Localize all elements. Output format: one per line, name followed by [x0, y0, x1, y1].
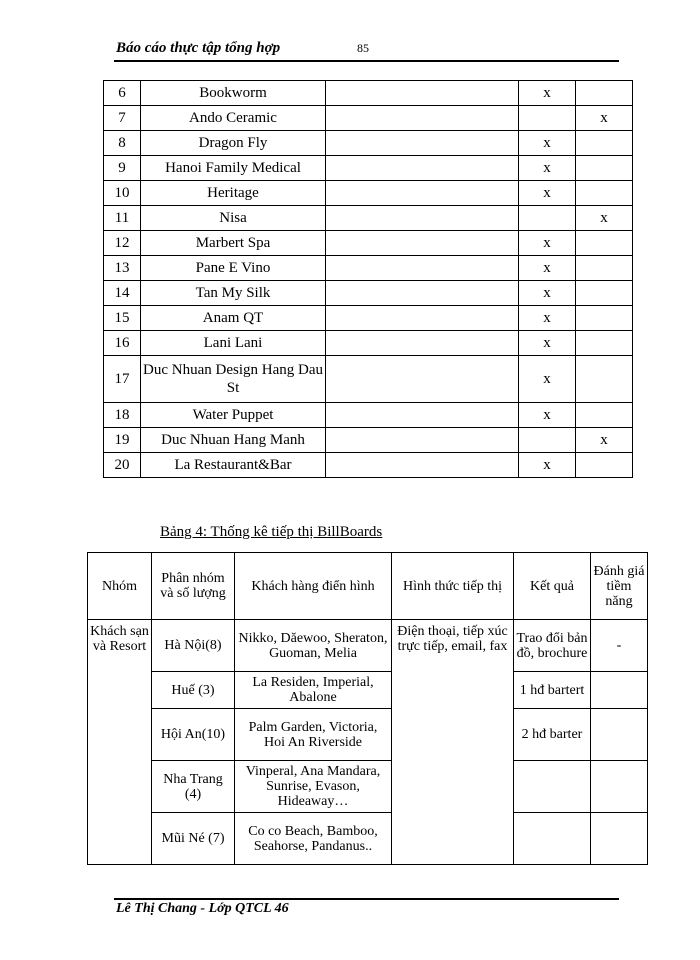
table-row [88, 761, 648, 813]
header-title: Báo cáo thực tập tổng hợp [116, 40, 281, 56]
subgroup-cell: Hội An(10) [152, 709, 235, 761]
row-number: 8 [104, 131, 141, 156]
row-number: 18 [104, 403, 141, 428]
row-number: 12 [104, 231, 141, 256]
row-col5 [576, 231, 633, 256]
row-name: Hanoi Family Medical [141, 156, 326, 181]
header-contact: Hình thức tiếp thị [392, 553, 514, 620]
table-row [104, 131, 678, 156]
row-col4: x [519, 403, 576, 428]
row-col5: x [576, 206, 633, 231]
row-col5 [576, 156, 633, 181]
header-result: Kết quả [514, 553, 591, 620]
result-cell: 1 hđ bartert [514, 672, 591, 709]
row-col5 [576, 306, 633, 331]
row-name: Bookworm [141, 81, 326, 106]
row-name: Anam QT [141, 306, 326, 331]
row-col4 [519, 206, 576, 231]
row-col5 [576, 131, 633, 156]
table-row [104, 453, 678, 478]
row-number: 14 [104, 281, 141, 306]
row-blank [326, 81, 519, 106]
potential-cell [591, 761, 648, 813]
footer-text: Lê Thị Chang - Lớp QTCL 46 [116, 901, 289, 916]
result-cell: Trao đổi bản đồ, brochure [514, 620, 591, 672]
row-col5 [576, 256, 633, 281]
row-number: 20 [104, 453, 141, 478]
row-col4: x [519, 231, 576, 256]
customer-table [103, 80, 678, 478]
row-col4 [519, 428, 576, 453]
subgroup-cell: Nha Trang (4) [152, 761, 235, 813]
row-blank [326, 281, 519, 306]
result-cell [514, 813, 591, 865]
row-blank [326, 231, 519, 256]
row-col5 [576, 281, 633, 306]
row-name: Nisa [141, 206, 326, 231]
customers-cell: Co co Beach, Bamboo, Seahorse, Pandanus.. [235, 813, 392, 865]
billboard-table [87, 552, 648, 865]
row-blank [326, 256, 519, 281]
table-caption: Bảng 4: Thống kê tiếp thị BillBoards [160, 524, 383, 540]
table-row [104, 331, 678, 356]
row-name: Marbert Spa [141, 231, 326, 256]
row-number: 19 [104, 428, 141, 453]
table-row [104, 403, 678, 428]
table-row [104, 181, 678, 206]
row-col4 [519, 106, 576, 131]
row-blank [326, 331, 519, 356]
potential-cell [591, 672, 648, 709]
table-row [104, 156, 678, 181]
table-row [88, 709, 648, 761]
customers-cell: Palm Garden, Victoria, Hoi An Riverside [235, 709, 392, 761]
customers-cell: La Residen, Imperial, Abalone [235, 672, 392, 709]
table-row [88, 672, 648, 709]
row-col4: x [519, 331, 576, 356]
row-col4: x [519, 156, 576, 181]
group-label: Khách sạn và Resort [88, 620, 152, 865]
table-row [88, 813, 648, 865]
row-name: Tan My Silk [141, 281, 326, 306]
row-number: 15 [104, 306, 141, 331]
row-number: 11 [104, 206, 141, 231]
row-blank [326, 156, 519, 181]
header-subgroup: Phân nhóm và số lượng [152, 553, 235, 620]
row-blank [326, 131, 519, 156]
row-col5 [576, 181, 633, 206]
row-name: Duc Nhuan Design Hang Dau St [141, 356, 326, 403]
table-row [104, 206, 678, 231]
row-col4: x [519, 453, 576, 478]
customers-cell: Nikko, Dăewoo, Sheraton, Guoman, Melia [235, 620, 392, 672]
row-number: 7 [104, 106, 141, 131]
row-blank [326, 306, 519, 331]
row-name: Pane E Vino [141, 256, 326, 281]
row-number: 10 [104, 181, 141, 206]
result-cell: 2 hđ barter [514, 709, 591, 761]
contact-cell: Điện thoại, tiếp xúc trực tiếp, email, fax [392, 620, 514, 865]
row-col5 [576, 356, 633, 403]
page-number: 85 [357, 41, 369, 55]
row-number: 13 [104, 256, 141, 281]
header-rule [114, 60, 619, 62]
row-col5 [576, 453, 633, 478]
potential-cell [591, 813, 648, 865]
table-row [104, 106, 678, 131]
footer-rule [114, 898, 619, 900]
row-blank [326, 453, 519, 478]
row-col5: x [576, 106, 633, 131]
row-col4: x [519, 81, 576, 106]
row-number: 17 [104, 356, 141, 403]
row-blank [326, 356, 519, 403]
row-name: Water Puppet [141, 403, 326, 428]
table-row [104, 256, 678, 281]
potential-cell [591, 709, 648, 761]
row-number: 16 [104, 331, 141, 356]
row-col4: x [519, 356, 576, 403]
potential-cell: - [591, 620, 648, 672]
row-blank [326, 181, 519, 206]
subgroup-cell: Huế (3) [152, 672, 235, 709]
row-col4: x [519, 306, 576, 331]
table-row [104, 428, 678, 453]
result-cell [514, 761, 591, 813]
table-row [104, 281, 678, 306]
table-row [104, 231, 678, 256]
row-name: Ando Ceramic [141, 106, 326, 131]
row-blank [326, 206, 519, 231]
table-row [104, 81, 678, 106]
table-row [104, 356, 678, 403]
row-col5: x [576, 428, 633, 453]
row-name: La Restaurant&Bar [141, 453, 326, 478]
subgroup-cell: Hà Nội(8) [152, 620, 235, 672]
row-col4: x [519, 281, 576, 306]
row-col4: x [519, 256, 576, 281]
header-customers: Khách hàng điển hình [235, 553, 392, 620]
row-number: 9 [104, 156, 141, 181]
row-name: Heritage [141, 181, 326, 206]
row-name: Lani Lani [141, 331, 326, 356]
row-blank [326, 106, 519, 131]
subgroup-cell: Mũi Né (7) [152, 813, 235, 865]
row-col4: x [519, 131, 576, 156]
row-col5 [576, 403, 633, 428]
row-col5 [576, 331, 633, 356]
row-blank [326, 403, 519, 428]
table-row [104, 306, 678, 331]
header-potential: Đánh giá tiềm năng [591, 553, 648, 620]
row-blank [326, 428, 519, 453]
row-name: Duc Nhuan Hang Manh [141, 428, 326, 453]
row-col5 [576, 81, 633, 106]
row-name: Dragon Fly [141, 131, 326, 156]
customers-cell: Vinperal, Ana Mandara, Sunrise, Evason, Hideaway… [235, 761, 392, 813]
row-col4: x [519, 181, 576, 206]
table-row [88, 620, 648, 672]
row-number: 6 [104, 81, 141, 106]
header-group: Nhóm [88, 553, 152, 620]
